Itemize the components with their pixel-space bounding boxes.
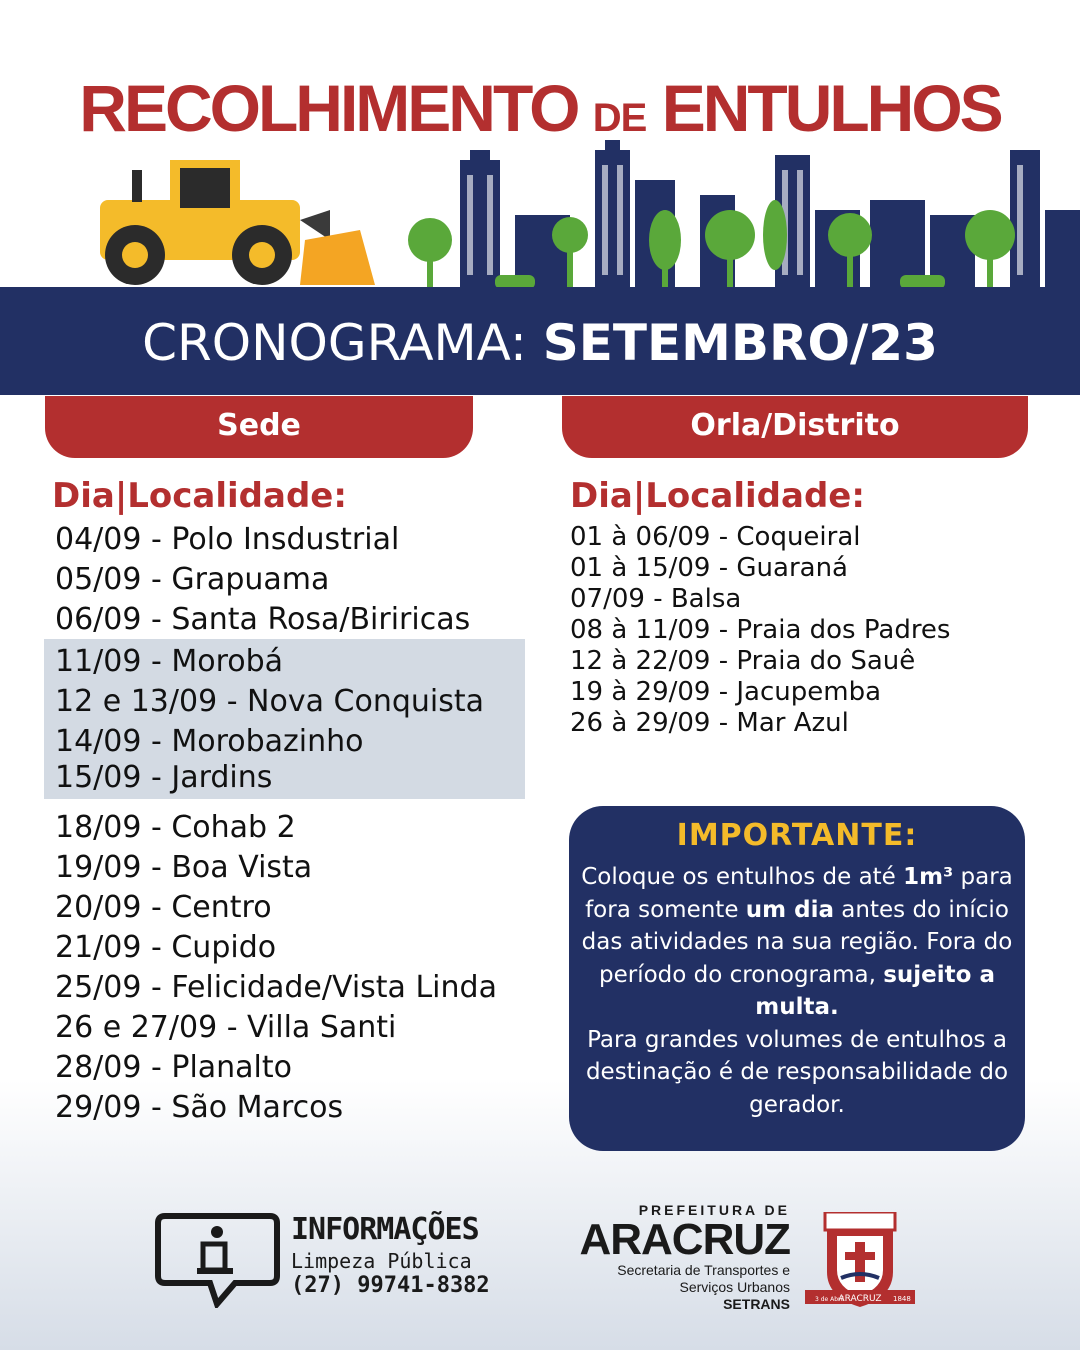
prefeitura-logo — [565, 1202, 790, 1312]
city-name: ARACRUZ — [579, 1215, 790, 1264]
list-item: 05/09 - Grapuama — [55, 562, 330, 597]
list-item: 08 à 11/09 - Praia dos Padres — [570, 615, 951, 645]
list-item: 12 à 22/09 - Praia do Sauê — [570, 646, 916, 676]
list-item: 06/09 - Santa Rosa/Biriricas — [55, 602, 471, 637]
schedule-band — [0, 287, 1080, 395]
band-label: CRONOGRAMA: — [142, 314, 527, 372]
list-item: 04/09 - Polo Insdustrial — [55, 522, 400, 557]
svg-text:ARACRUZ: ARACRUZ — [838, 1294, 882, 1304]
title-part2: DE — [592, 96, 647, 140]
prefeitura-label: PREFEITURA DE — [638, 1202, 790, 1218]
important-title: IMPORTANTE: — [676, 818, 918, 853]
list-item: 14/09 - Morobazinho — [55, 724, 364, 759]
list-item: 01 à 15/09 - Guaraná — [570, 553, 848, 583]
tab-orla-distrito: Orla/Distrito — [562, 396, 1028, 458]
orla-schedule-list — [570, 522, 950, 739]
list-item: 19/09 - Boa Vista — [55, 850, 313, 885]
tab-sede: Sede — [45, 396, 473, 458]
list-item: 29/09 - São Marcos — [55, 1090, 344, 1125]
list-item: 28/09 - Planalto — [55, 1050, 293, 1085]
list-item: 12 e 13/09 - Nova Conquista — [55, 684, 485, 719]
svg-text:3 de Abril: 3 de Abril — [815, 1296, 844, 1303]
city-skyline-illustration — [0, 140, 1080, 300]
main-title — [0, 70, 1080, 146]
loader-icon — [100, 160, 375, 285]
department-name: Secretaria de Transportes e Serviços Urbanos — [617, 1262, 790, 1295]
list-item: 20/09 - Centro — [55, 890, 272, 925]
list-item: 21/09 - Cupido — [55, 930, 277, 965]
list-item: 25/09 - Felicidade/Vista Linda — [55, 970, 497, 1005]
aracruz-crest-icon — [805, 1212, 915, 1312]
important-text: Coloque os entulhos de até 1m³ para fora somente um dia antes do início das atividades na sua região. Fora do período do cronograma, sujeito a multa. Para grandes volumes de entulhos a destinação é de responsabilidade do gerador. — [581, 864, 1013, 1118]
list-item: 26 e 27/09 - Villa Santi — [55, 1010, 397, 1045]
list-item: 01 à 06/09 - Coqueiral — [570, 522, 861, 552]
department-acronym: SETRANS — [723, 1296, 790, 1312]
list-item: 11/09 - Morobá — [55, 644, 284, 679]
info-title: INFORMAÇÕES — [291, 1212, 479, 1247]
info-subtitle: Limpeza Pública — [291, 1249, 472, 1273]
svg-text:1848: 1848 — [893, 1295, 911, 1303]
info-block — [291, 1212, 490, 1298]
sede-schedule-list — [55, 520, 497, 1128]
band-month: SETEMBRO/23 — [542, 314, 938, 372]
important-notice — [569, 806, 1025, 1151]
title-part3: ENTULHOS — [661, 71, 1001, 145]
info-phone[interactable]: (27) 99741-8382 — [291, 1273, 490, 1298]
list-item: 07/09 - Balsa — [570, 584, 742, 614]
list-item: 19 à 29/09 - Jacupemba — [570, 677, 882, 707]
info-chat-icon — [155, 1208, 280, 1308]
right-column-heading: Dia|Localidade: — [570, 476, 865, 516]
list-item: 15/09 - Jardins — [55, 760, 273, 795]
list-item: 18/09 - Cohab 2 — [55, 810, 296, 845]
list-item: 26 à 29/09 - Mar Azul — [570, 708, 849, 738]
left-column-heading: Dia|Localidade: — [52, 476, 347, 516]
title-part1: RECOLHIMENTO — [79, 71, 578, 145]
